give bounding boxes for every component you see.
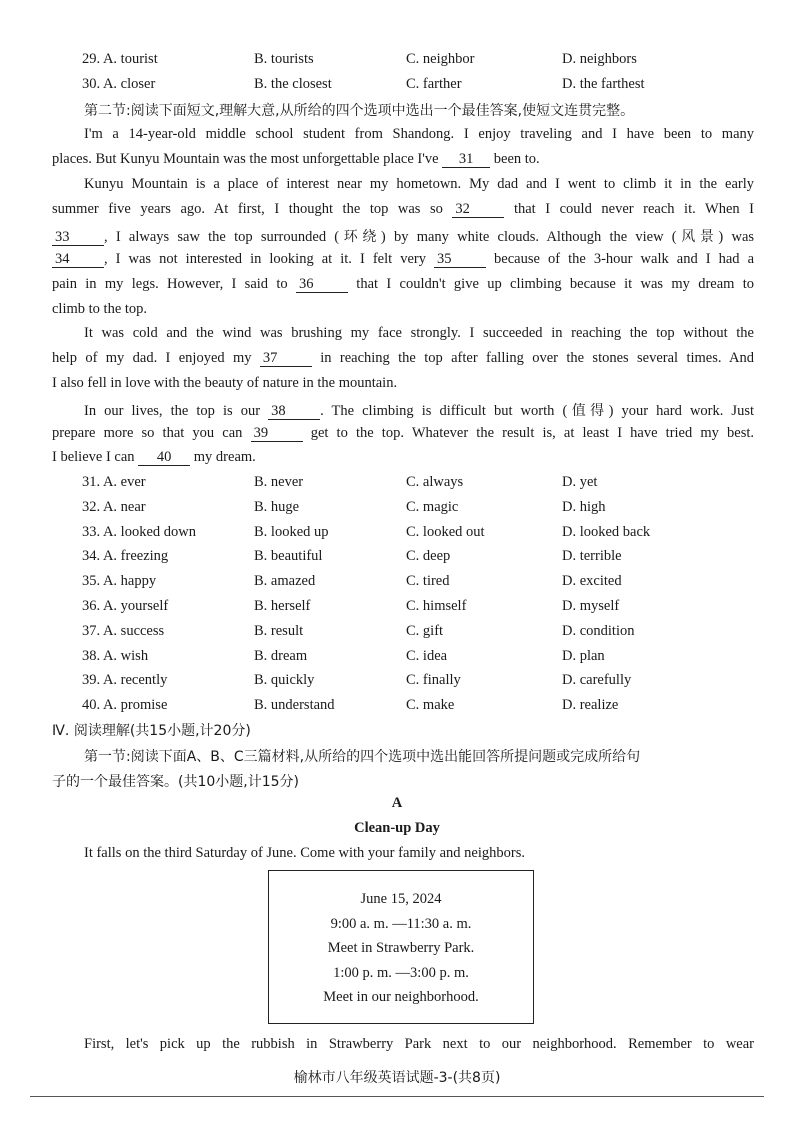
option-a: 32. A. near (82, 498, 146, 515)
option-c: C. neighbor (406, 51, 475, 67)
option-d: D. terrible (562, 548, 622, 565)
option-a: 34. A. freezing (82, 548, 169, 565)
option-b: B. tourists (254, 51, 314, 67)
passage-line (52, 350, 754, 367)
question-options-row (82, 524, 764, 544)
section-intro: It falls on the third Saturday of June. Come with your family and neighbors. (84, 845, 525, 861)
section-letter: A (391, 795, 403, 811)
passage-text: ) was (718, 229, 755, 245)
option-a: 39. A. recently (82, 672, 168, 689)
passage-line: climb to the top. (52, 301, 148, 317)
option-c: C. finally (406, 672, 461, 689)
schedule-morning-place: Meet in Strawberry Park. (327, 940, 475, 956)
option-d: D. high (562, 498, 606, 515)
option-d: D. condition (562, 622, 635, 639)
question-options-row (82, 573, 764, 593)
question-options-row (82, 648, 764, 668)
blank-40: 40 (138, 449, 190, 466)
option-d: D. yet (562, 474, 598, 490)
passage-line (52, 276, 754, 293)
chinese-gloss: 风景 (676, 229, 719, 245)
blank-37: 37 (260, 350, 312, 367)
option-c: C. himself (406, 598, 467, 614)
passage-line: Kunyu Mountain is a place of interest near my hometown. My dad and I went to climb it in the early (84, 176, 754, 192)
option-d: D. excited (562, 573, 622, 590)
option-b: B. understand (254, 697, 335, 714)
option-b: B. dream (254, 647, 308, 664)
passage-text: , I always saw the top surrounded ( (104, 229, 340, 245)
passage-line: It was cold and the wind was brushing my face strongly. I succeeded in reaching the top without the (84, 325, 754, 341)
blank-34: 34 (52, 251, 104, 268)
passage-line: First, let's pick up the rubbish in Strawberry Park next to our neighborhood. Remember to wear (84, 1036, 754, 1052)
option-b: B. quickly (254, 672, 315, 689)
option-a: 30. A. closer (82, 76, 156, 92)
question-options-row (82, 623, 764, 643)
passage-line (84, 400, 754, 420)
passage-text: because of the 3-hour walk and I had a (494, 251, 755, 267)
passage-text: ) your hard work. Just (608, 403, 754, 419)
option-c: C. make (406, 697, 455, 714)
option-a: 36. A. yourself (82, 598, 169, 614)
option-d: D. the farthest (562, 76, 645, 92)
option-d: D. myself (562, 598, 620, 614)
option-c: C. deep (406, 548, 451, 565)
question-options-row (82, 548, 764, 568)
section-title: Clean-up Day (354, 820, 440, 836)
option-b: B. looked up (254, 523, 329, 540)
option-b: B. huge (254, 498, 300, 515)
question-30-options (82, 76, 764, 96)
option-b: B. beautiful (254, 548, 323, 565)
passage-text: I believe I can (52, 449, 135, 465)
option-b: B. the closest (254, 76, 332, 92)
schedule-box (268, 870, 534, 1024)
question-options-row (82, 499, 764, 519)
option-c: C. looked out (406, 523, 485, 540)
passage-text: . The climbing is difficult but worth ( (320, 403, 568, 419)
question-options-row (82, 474, 764, 494)
option-b: B. never (254, 474, 304, 490)
option-d: D. carefully (562, 672, 632, 689)
part4-instruction: 第一节:阅读下面A、B、C三篇材料,从所给的四个选项中选出能回答所提问题或完成所给句 (84, 749, 641, 765)
question-options-row (82, 598, 764, 618)
option-b: B. result (254, 622, 304, 639)
option-c: C. farther (406, 76, 462, 92)
passage-line (52, 226, 754, 246)
chinese-gloss: 环绕 (339, 229, 381, 245)
option-d: D. plan (562, 647, 605, 664)
option-a: 38. A. wish (82, 647, 149, 664)
option-a: 29. A. tourist (82, 51, 158, 67)
passage-text: been to. (493, 151, 540, 167)
passage-line: I'm a 14-year-old middle school student from Shandong. I enjoy traveling and I have been to many (84, 126, 754, 142)
page-footer: 榆林市八年级英语试题-3-(共8页) (293, 1070, 501, 1086)
option-b: B. herself (254, 598, 311, 614)
chinese-gloss: 值得 (567, 403, 609, 419)
question-options-row (82, 672, 764, 692)
blank-33: 33 (52, 229, 104, 246)
schedule-morning-time: 9:00 a. m. —11:30 a. m. (330, 915, 472, 932)
option-c: C. always (406, 474, 464, 490)
section2-instruction: 第二节:阅读下面短文,理解大意,从所给的四个选项中选出一个最佳答案,使短文连贯完整。 (84, 103, 635, 119)
schedule-date: June 15, 2024 (360, 891, 442, 907)
passage-text: help of my dad. I enjoyed my (52, 350, 252, 366)
blank-38: 38 (268, 403, 320, 420)
option-a: 31. A. ever (82, 474, 146, 490)
option-c: C. tired (406, 573, 450, 590)
passage-text: places. But Kunyu Mountain was the most unforgettable place I've (52, 151, 439, 167)
passage-line (52, 449, 256, 466)
part4-instruction: 子的一个最佳答案。(共10小题,计15分) (52, 774, 300, 790)
passage-line: I also fell in love with the beauty of nature in the mountain. (52, 375, 398, 391)
option-c: C. gift (406, 622, 444, 639)
blank-36: 36 (296, 276, 348, 293)
option-a: 37. A. success (82, 622, 165, 639)
passage-text: my dream. (193, 449, 256, 465)
passage-text: summer five years ago. At first, I thought the top was so (52, 201, 443, 217)
passage-text: ) by many white clouds. Although the view ( (380, 229, 677, 245)
schedule-afternoon-place: Meet in our neighborhood. (323, 989, 479, 1005)
passage-text: , I was not interested in looking at it. I felt very (104, 251, 426, 267)
part4-heading: Ⅳ. 阅读理解(共15小题,计20分) (52, 723, 251, 739)
blank-35: 35 (434, 251, 486, 268)
passage-line (52, 201, 754, 218)
question-29-options (82, 51, 764, 71)
passage-text: pain in my legs. However, I said to (52, 276, 288, 292)
option-d: D. looked back (562, 523, 651, 540)
option-c: C. idea (406, 647, 448, 664)
footer-divider (30, 1096, 764, 1097)
option-a: 35. A. happy (82, 573, 157, 590)
blank-32: 32 (452, 201, 504, 218)
blank-39: 39 (251, 425, 303, 442)
passage-text: prepare more so that you can (52, 425, 243, 441)
passage-line (52, 425, 754, 442)
question-options-row (82, 697, 764, 717)
option-d: D. neighbors (562, 51, 637, 67)
passage-text: In our lives, the top is our (84, 403, 261, 419)
blank-31: 31 (442, 151, 490, 168)
option-d: D. realize (562, 697, 619, 714)
option-c: C. magic (406, 498, 459, 515)
option-a: 40. A. promise (82, 697, 168, 714)
option-b: B. amazed (254, 573, 316, 590)
option-a: 33. A. looked down (82, 523, 196, 540)
passage-text: that I could never reach it. When I (513, 201, 755, 217)
passage-text: in reaching the top after falling over the stones several times. And (320, 350, 755, 366)
passage-text: that I couldn't give up climbing because it was my dream to (356, 276, 755, 292)
schedule-afternoon-time: 1:00 p. m. —3:00 p. m. (333, 964, 469, 981)
passage-line (52, 251, 754, 268)
passage-line (52, 151, 540, 168)
passage-text: get to the top. Whatever the result is, at least I have tried my best. (310, 425, 755, 441)
